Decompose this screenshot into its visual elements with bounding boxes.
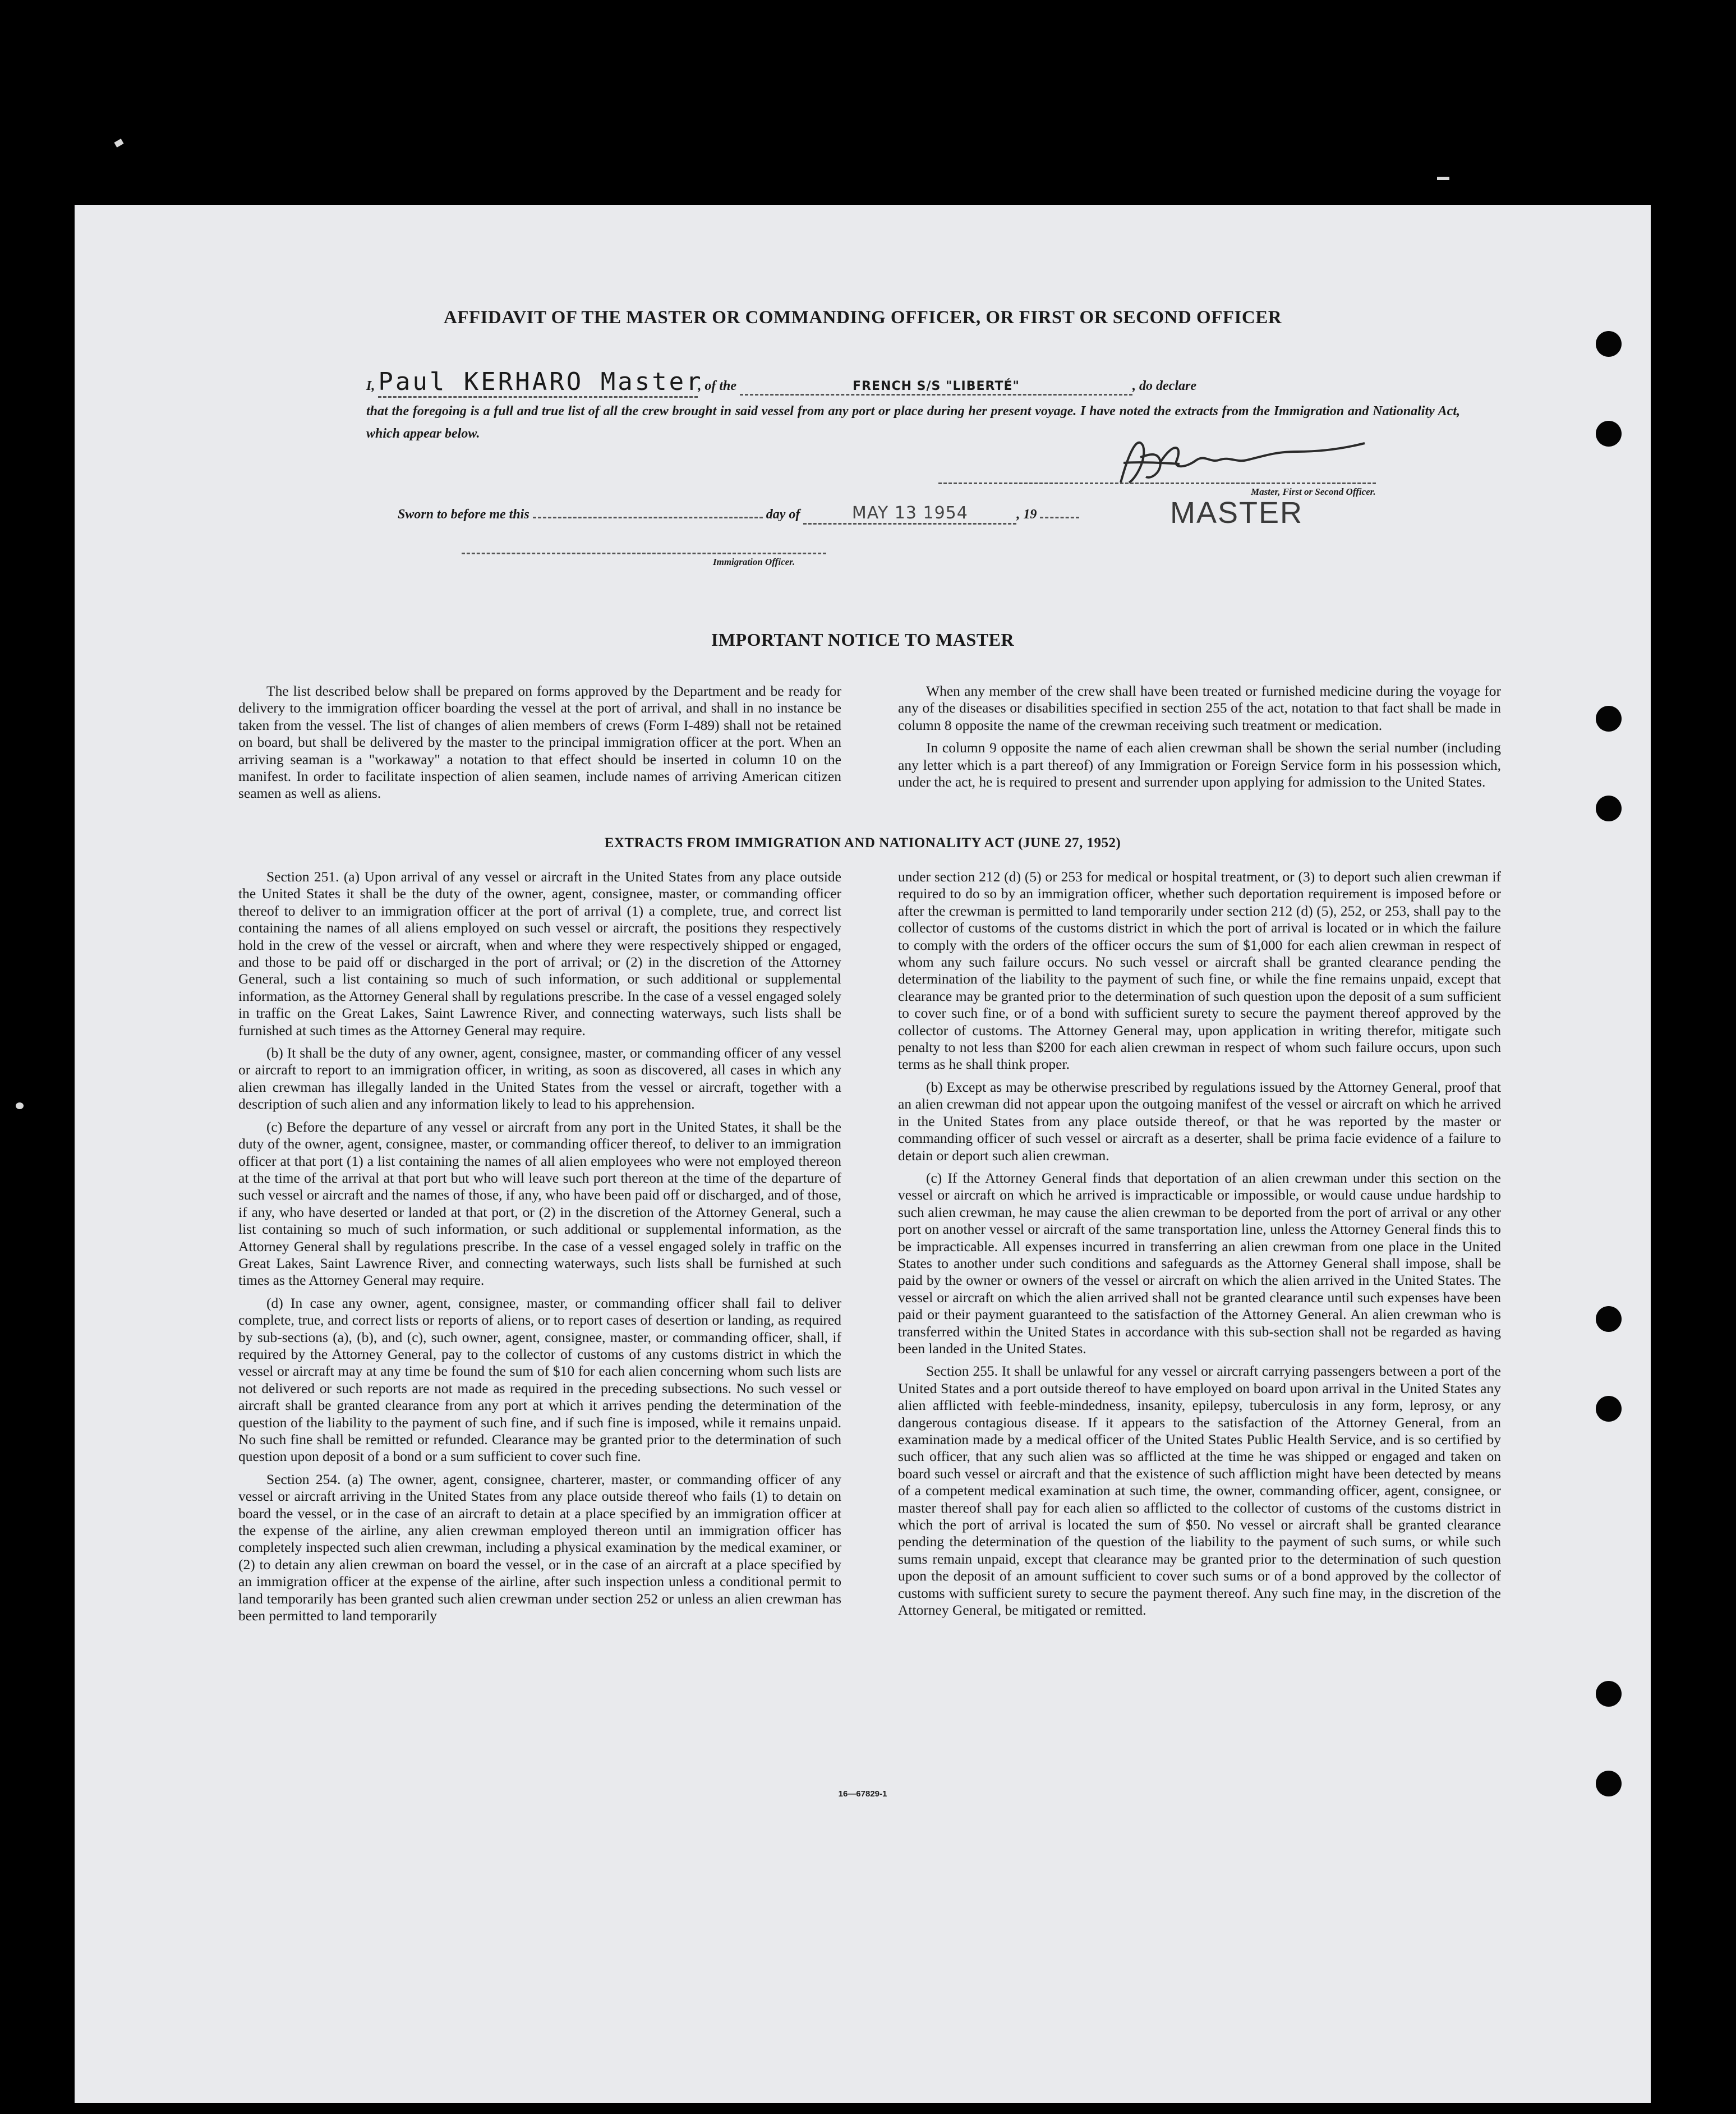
scan-speck [16, 1102, 24, 1109]
binder-hole [1596, 706, 1622, 732]
signature-line [938, 482, 1376, 484]
vessel-name-stamp: FRENCH S/S "LIBERTÉ" [853, 379, 1020, 393]
year-field [1040, 517, 1079, 518]
declaration-statement: that the foregoing is a full and true list of all the crew brought in said vessel from any port or place during her present voyage. I have noted the extracts from the Immigration and Nationality Act, which appear below. [366, 404, 1460, 441]
section-254b: (b) Except as may be otherwise prescribed by regulations issued by the Attorney General, proof that an alien crewman did not appear upon the outgoing manifest of the vessel or aircraft on which he arrived in the United States from any place outside thereof, or that he was reported by the master or commanding officer of such vessel or aircraft as a deserter, shall be prima facie evidence of a failure to detain or deport such alien crewman. [898, 1078, 1501, 1164]
do-declare-label: , do declare [1132, 379, 1196, 393]
scan-speck [1437, 177, 1449, 180]
of-the-label: , of the [698, 379, 737, 393]
scan-speck [114, 139, 123, 148]
section-254c: (c) If the Attorney General finds that deportation of an alien crewman under this section on the vessel or aircraft on which he arrived is impracticable or impossible, or would cause undue hardship to such alien crewman, he may cause the alien crewman to be deported from the port of arrival or any other port on another vessel or aircraft of the same transportation line, unless the Attorney General finds this to be impracticable. All expenses incurred in transferring an alien crewman from one place in the United States to another under such conditions and safeguards as the Attorney General shall impose, shall be paid by the owner or owners of the vessel or aircraft on which the alien arrived in the United States. The vessel or aircraft on which the alien arrived shall not be granted clearance until such expenses have been paid or their payment guaranteed to the satisfaction of the Attorney General. An alien crewman who is transferred within the United States in accordance with this sub-section shall not be regarded as having been landed in the United States. [898, 1169, 1501, 1357]
date-field [803, 503, 1016, 525]
master-signature [1107, 429, 1421, 491]
i-label: I, [366, 379, 375, 393]
date-stamp: MAY 13 1954 [851, 503, 968, 523]
form-number: 16—67829-1 [838, 1789, 887, 1799]
binder-hole [1596, 1396, 1622, 1422]
signature-caption: Master, First or Second Officer. [1251, 486, 1376, 497]
notice-title: IMPORTANT NOTICE TO MASTER [711, 629, 1015, 650]
sworn-label: Sworn to before me this [398, 507, 529, 522]
section-254a-cont: under section 212 (d) (5) or 253 for medical or hospital treatment, or (3) to deport such alien crewman if required to do so by an immigration officer, whether such deportation requirement is imposed before or after the crewman is permitted to land temporarily under section 212 (d) (5), 252, or 253, shall pay to the collector of customs of the customs district in which the port of arrival is located or in which the failure to comply with the orders of the officer occurs the sum of $1,000 for each alien crewman in respect of whom any such failure occurs. No such vessel or aircraft shall be granted clearance pending the determination of the liability to the payment of such fine, or while the fine remains unpaid, except that clearance may be granted prior to the determination of such question upon the deposit of a sum sufficient to cover such fine, or of a bond with sufficient surety to secure the payment thereof approved by the collector of customs. The Attorney General may, upon application in writing therefor, mitigate such penalty to not less than $200 for each alien crewman in respect of whom such failure occurs, upon such terms as he shall think proper. [898, 868, 1501, 1073]
section-251b: (b) It shall be the duty of any owner, agent, consignee, master, or commanding officer of any vessel or aircraft to report to an immigration officer, in writing, as soon as discovered, all cases in which any alien crewman has illegally landed in the United States from the vessel or aircraft, together with a description of such alien and any information likely to lead to his apprehension. [238, 1045, 841, 1113]
notice-right-column [898, 683, 1501, 796]
year-label: , 19 [1016, 507, 1037, 522]
document-page [75, 205, 1651, 2103]
sworn-day-field [533, 517, 763, 518]
officer-caption: Immigration Officer. [713, 557, 795, 567]
binder-hole [1596, 796, 1622, 821]
section-254a: Section 254. (a) The owner, agent, consignee, charterer, master, or commanding officer of any vessel or aircraft arriving in the United States from any place outside thereof who fails (1) to detain on board the vessel, or in the case of an aircraft to detain at a place specified by an immigration officer at the expense of the airline, any alien crewman employed thereon until an immigration officer has completely inspected such alien crewman, including a physical examination by the medical examiner, or (2) to detain any alien crewman on board the vessel, or in the case of an aircraft at a place specified by an immigration officer at the expense of the airline, after such inspection unless a conditional permit to land temporarily has been granted such alien crewman under section 252 or unless an alien crewman has been permitted to land temporarily [238, 1470, 841, 1624]
declaration-line [366, 367, 1460, 396]
notice-right-text-2: In column 9 opposite the name of each alien crewman shall be shown the serial number (including any letter which is a part thereof) of any Immigration or Foreign Service form in his possession which, under the act, he is required to present and surrender upon applying for admission to the United States. [898, 739, 1501, 791]
officer-line [462, 553, 826, 554]
section-251c: (c) Before the departure of any vessel or aircraft from any port in the United States, it shall be the duty of the owner, agent, consignee, master, or commanding officer thereof, to deliver to an immigration officer at that port (1) a list containing the names of all alien employees who were not employed thereon at the time of the arrival at that port but who will leave such port thereon at the time of the departure of such vessel or aircraft and the names of those, if any, who have been paid off or discharged, and of those, if any, who have deserted or landed at that port, or (2) in the discretion of the Attorney General, such a list containing so much of such information, or such additional or supplemental information, as the Attorney General shall by regulations prescribe. In the case of a vessel engaged solely in traffic on the Great Lakes, Saint Lawrence River, and connecting waterways, such lists shall be furnished at such times as the Attorney General may require. [238, 1118, 841, 1289]
extracts-title: EXTRACTS FROM IMMIGRATION AND NATIONALITY ACT (JUNE 27, 1952) [604, 835, 1121, 851]
name-field [378, 367, 703, 398]
sworn-line [398, 503, 1211, 525]
notice-left-column [238, 683, 841, 808]
affidavit-title: AFFIDAVIT OF THE MASTER OR COMMANDING OFFICER, OR FIRST OR SECOND OFFICER [443, 307, 1282, 328]
binder-hole [1596, 421, 1622, 447]
binder-hole [1596, 1681, 1622, 1707]
extracts-left-column [238, 868, 841, 1630]
master-stamp: MASTER [1170, 496, 1304, 530]
day-of-label: day of [766, 507, 800, 522]
vessel-field [740, 379, 1132, 396]
notice-right-text-1: When any member of the crew shall have been treated or furnished medicine during the voyage for any of the diseases or disabilities specified in section 255 of the act, notation to that fact shall be made in column 8 opposite the name of the crewman receiving such treatment or medication. [898, 683, 1501, 733]
extracts-right-column [898, 868, 1501, 1624]
master-name-handwritten: Paul KERHARO Master [378, 367, 703, 396]
section-251d: (d) In case any owner, agent, consignee, master, or commanding officer shall fail to deliver complete, true, and correct lists or reports of aliens, or to report cases of desertion or landing, as required by sub-sections (a), (b), and (c), such owner, agent, consignee, master, or commanding officer, shall, if required by the Attorney General, pay to the collector of customs of any customs district in which the vessel or aircraft may at any time be found the sum of $10 for each alien concerning whom such lists are not delivered or such reports are not made as required in the preceding subsections. No such vessel or aircraft shall be granted clearance from any port at which it arrives pending the determination of the question of the liability to the payment of such fine, and if such fine is imposed, while it remains unpaid. No such fine shall be remitted or refunded. Clearance may be granted prior to the determination of such question upon deposit of a bond or a sum sufficient to cover such fine. [238, 1294, 841, 1465]
binder-hole [1596, 331, 1622, 357]
section-251a: Section 251. (a) Upon arrival of any vessel or aircraft in the United States from any place outside the United States it shall be the duty of the owner, agent, consignee, master, or commanding officer thereof to deliver to an immigration officer at the port of arrival (1) a complete, true, and correct list containing the names of all aliens employed on such vessel or aircraft, the positions they respectively hold in the crew of the vessel or aircraft, when and where they were respectively shipped or engaged, and those to be paid off or discharged in the port of arrival; or (2) in the discretion of the Attorney General, such a list containing so much of such information, or such additional or supplemental information, as the Attorney General shall by regulations prescribe. In the case of a vessel engaged solely in traffic on the Great Lakes, Saint Lawrence River, and connecting waterways, such lists shall be furnished at such times as the Attorney General may require. [238, 868, 841, 1038]
section-255: Section 255. It shall be unlawful for any vessel or aircraft carrying passengers between a port of the United States and a port outside thereof to have employed on board upon arrival in the United States any alien afflicted with feeble-mindedness, insanity, epilepsy, tuberculosis in any form, leprosy, or any dangerous contagious disease. If it appears to the satisfaction of the Attorney General, from an examination made by a medical officer of the United States Public Health Service, and is so certified by such officer, that any such alien was so afflicted at the time he was shipped or engaged and taken on board such vessel or aircraft and that the existence of such affliction might have been detected by means of a competent medical examination at such time, the owner, commanding officer, agent, consignee, or master thereof shall pay for each alien so afflicted to the collector of customs of the customs district in which the port of arrival is located the sum of $50. No vessel or aircraft shall be granted clearance pending the determination of the question of the liability to the payment of such sums, or while such sums remain unpaid, except that clearance may be granted prior to the determination of such question upon the deposit of an amount sufficient to cover such sums or of a bond approved by the collector of customs with sufficient surety to secure the payment thereof. Any such fine may, in the discretion of the Attorney General, be mitigated or remitted. [898, 1363, 1501, 1619]
binder-hole [1596, 1306, 1622, 1332]
notice-left-text: The list described below shall be prepared on forms approved by the Department and be ready for delivery to the immigration officer boarding the vessel at the port of arrival, and shall in no instance be taken from the vessel. The list of changes of alien members of crews (Form I-489) shall not be retained on board, but shall be delivered by the master to the principal immigration officer at the port. When an arriving seaman is a "workaway" a notation to that effect should be inserted in column 10 on the manifest. In order to facilitate inspection of alien seamen, include names of arriving American citizen seamen as well as aliens. [238, 683, 841, 802]
